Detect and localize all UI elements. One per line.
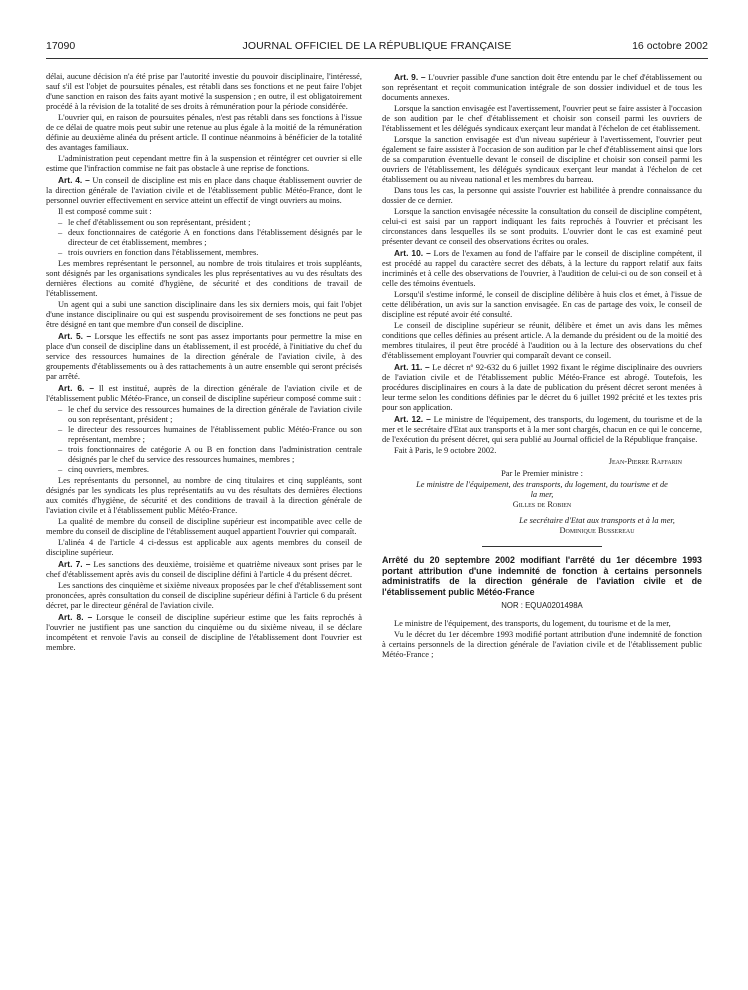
article-label: Art. 5. – bbox=[58, 331, 92, 341]
page-number: 17090 bbox=[46, 40, 76, 52]
article-7 bbox=[46, 559, 362, 580]
paragraph: Il est composé comme suit : bbox=[58, 207, 152, 216]
article-label: Art. 10. – bbox=[394, 248, 431, 258]
list-item: – le chef d'établissement ou son représentant, président ; bbox=[58, 218, 362, 228]
signature-date: Fait à Paris, le 9 octobre 2002. bbox=[394, 446, 497, 455]
paragraph: Lorsque la sanction envisagée nécessite la consultation du conseil de discipline compétent, celui-ci est saisi par un rapport indiquant les faits reprochés à l'ouvrier et précisant les circonstances dans lesquelles ils se sont produits. L'ouvrier dont le cas est examiné peut présenter devant ce conseil des observations écrites ou orales. bbox=[382, 207, 702, 246]
article-text: L'ouvrier passible d'une sanction doit être entendu par le chef d'établissement ou son représentant et reçoit communication intégrale de son dossier individuel et de tous les documents annexes. bbox=[382, 73, 702, 102]
article-label: Art. 6. – bbox=[58, 383, 95, 393]
paragraph: L'ouvrier qui, en raison de poursuites pénales, n'est pas rétabli dans ses fonctions à l'issue de ce délai de quatre mois peut subir une retenue au plus égale à la moitié de la rémunération définie au deuxième alinéa du présent article. Il continue néanmoins à bénéficier de la totalité des avantages familiaux. bbox=[46, 113, 362, 152]
minister-role: Le ministre de l'équipement, des transports, du logement, du tourisme et de la mer, bbox=[416, 480, 668, 499]
left-column bbox=[46, 72, 362, 654]
article-text: Il est institué, auprès de la direction générale de l'aviation civile et de l'établissement public Météo-France, un conseil de discipline supérieur composé comme suit : bbox=[46, 384, 363, 403]
paragraph: Le conseil de discipline supérieur se réunit, délibère et émet un avis dans les mêmes conditions que celles définies au présent article. A la demande du président ou de la moitié des membres titulaires, il peut être procédé à l'audition ou à la lecture des observations du chef d'établissement employant l'ouvrier qui comparaît devant ce conseil. bbox=[382, 321, 702, 360]
article-text: Le ministre de l'équipement, des transports, du logement, du tourisme et de la mer et le secrétaire d'Etat aux transports et à la mer sont chargés, chacun en ce qui le concerne, de l'exécution du présent décret, qui sera publié au Journal officiel de la République française. bbox=[382, 415, 702, 444]
list-item: – cinq ouvriers, membres. bbox=[58, 465, 362, 475]
article-text: Lorsque les effectifs ne sont pas assez importants pour permettre la mise en place d'un conseil de discipline dans un établissement, il est procédé, à l'initiative du chef du service des ressources humaines de la direction générale de l'aviation civile, à des groupements d'établissements ou à des rattachements à un autre ensemble qui seront précisés par arrêté. bbox=[46, 332, 362, 381]
nor-reference: NOR : EQUA0201498A bbox=[501, 601, 583, 610]
article-4 bbox=[46, 175, 362, 206]
article-10 bbox=[382, 248, 702, 289]
paragraph: Lorsqu'il s'estime informé, le conseil de discipline délibère à huis clos et émet, à l'issue de cette délibération, un avis sur la sanction envisagée. En cas de partage des voix, le conseil de discipline est réputé avoir été consulté. bbox=[382, 290, 702, 319]
article-6 bbox=[46, 383, 362, 404]
secretary-name: Dominique Bussereau bbox=[559, 526, 635, 535]
paragraph: Lorsque la sanction envisagée est l'avertissement, l'ouvrier peut se faire assister à l'occasion de son audition par le chef d'établissement et choisir son conseil parmi les ouvriers de l'établissement et les délégués syndicaux exerçant leur mandat à l'échelon de cet établissement. bbox=[382, 104, 702, 133]
paragraph: Le ministre de l'équipement, des transports, du logement, du tourisme et de la mer, bbox=[394, 619, 671, 628]
paragraph: La qualité de membre du conseil de discipline supérieur est incompatible avec celle de membre du conseil de discipline de l'établissement auquel appartient l'ouvrier qui comparaît. bbox=[46, 517, 362, 536]
par-premier-ministre: Par le Premier ministre : bbox=[501, 469, 583, 478]
section-separator bbox=[482, 546, 602, 547]
article-text: Les sanctions des deuxième, troisième et quatrième niveaux sont prises par le chef d'établissement après avis du conseil de discipline défini à l'article 4 du présent décret. bbox=[46, 560, 362, 579]
right-column bbox=[382, 72, 702, 661]
article-text: Lorsque le conseil de discipline supérieur estime que les faits reprochés à l'ouvrier ne justifient pas une sanction du cinquième ou du sixième niveau, il se déclare incompétent et renvoie l'avis au conseil de discipline de l'établissement dont l'ouvrier est membre. bbox=[46, 613, 362, 652]
paragraph: Les membres représentant le personnel, au nombre de trois titulaires et trois suppléants, sont désignés par les organisations syndicales les plus représentatives au vu des résultats des dernières élections au comité d'hygiène, de sécurité et des conditions de travail de l'établissement. bbox=[46, 259, 362, 298]
list-item: – trois ouvriers en fonction dans l'établissement, membres. bbox=[58, 248, 362, 258]
paragraph: Les représentants du personnel, au nombre de cinq titulaires et cinq suppléants, sont désignés par les syndicats les plus représentatifs au vu des résultats des dernières élections aux comités d'hygiène, de sécurité et des conditions de travail à la direction générale de l'aviation civile et à l'établissement public Météo-France. bbox=[46, 476, 362, 515]
paragraph: Lorsque la sanction envisagée est d'un niveau supérieur à l'avertissement, l'ouvrier peut également se faire assister à l'occasion de son audition par le chef d'établissement ainsi que lors de sa comparution éventuelle devant le conseil de discipline et choisir son conseil parmi les ouvriers de l'établissement, les délégués syndicaux exerçant leur mandat à l'échelon de cet établissement ou au niveau national et les membres du barreau. bbox=[382, 135, 702, 184]
article-label: Art. 7. – bbox=[58, 559, 91, 569]
list-item: – le directeur des ressources humaines de l'établissement public Météo-France ou son représentant, membre ; bbox=[58, 425, 362, 445]
paragraph: Dans tous les cas, la personne qui assiste l'ouvrier est habilitée à prendre connaissance du dossier de ce dernier. bbox=[382, 186, 702, 205]
paragraph: Un agent qui a subi une sanction disciplinaire dans les six derniers mois, qui fait l'objet d'une instance disciplinaire ou qui est suspendu provisoirement de ses fonctions ne peut pas être désigné en tant que membre d'un conseil de discipline. bbox=[46, 300, 362, 329]
article-9 bbox=[382, 72, 702, 103]
header-rule bbox=[46, 58, 708, 59]
article-11 bbox=[382, 362, 702, 413]
list-item: – le chef du service des ressources humaines de la direction générale de l'aviation civile ou son représentant, président ; bbox=[58, 405, 362, 425]
article-12 bbox=[382, 414, 702, 445]
journal-title: JOURNAL OFFICIEL DE LA RÉPUBLIQUE FRANÇAISE bbox=[242, 40, 512, 52]
article-text: Le décret nº 92-632 du 6 juillet 1992 fixant le régime disciplinaire des ouvriers de l'aviation civile et de l'établissement public Météo-France est abrogé. Toutefois, les procédures disciplinaires en cours à la date de publication du présent décret seront menées à leur terme selon les conditions définies par le décret du 6 juillet 1992 précité et les textes pris pour son application. bbox=[382, 363, 702, 412]
paragraph: L'administration peut cependant mettre fin à la suspension et réintégrer cet ouvrier si elle estime que l'infraction commise ne fait pas obstacle à une reprise de fonctions. bbox=[46, 154, 362, 173]
member-list bbox=[46, 218, 362, 258]
list-item: – trois fonctionnaires de catégorie A ou B en fonction dans l'administration centrale désignés par le chef du service des ressources humaines, membres ; bbox=[58, 445, 362, 465]
article-label: Art. 8. – bbox=[58, 612, 93, 622]
article-label: Art. 11. – bbox=[394, 362, 430, 372]
article-label: Art. 12. – bbox=[394, 414, 431, 424]
paragraph: Les sanctions des cinquième et sixième niveaux proposées par le chef d'établissement sont prononcées, après consultation du conseil de discipline supérieur défini à l'article 6 du présent décret, par le directeur général de l'aviation civile. bbox=[46, 581, 362, 610]
article-label: Art. 4. – bbox=[58, 175, 90, 185]
paragraph: délai, aucune décision n'a été prise par l'autorité investie du pouvoir disciplinaire, l'intéressé, sauf s'il est l'objet de poursuites pénales, est rétabli dans ses fonctions et ne peut faire l'objet d'une sanction en raison des faits ayant motivé la suspension ; en outre, il est obligatoirement procédé à la révision de la totalité de ses droits à rémunération pour la période considérée. bbox=[46, 72, 362, 111]
article-label: Art. 9. – bbox=[394, 72, 426, 82]
member-list bbox=[46, 405, 362, 475]
paragraph: Vu le décret du 1er décembre 1993 modifié portant attribution d'une indemnité de fonction à certains personnels de la direction générale de l'aviation civile et de l'établissement public Météo-France ; bbox=[382, 630, 702, 659]
arrete-title: Arrêté du 20 septembre 2002 modifiant l'arrêté du 1er décembre 1993 portant attribution d'une indemnité de fonction à certains personnels administratifs de la direction générale de l'aviation civile et de l'établissement public Météo-France bbox=[382, 555, 702, 597]
article-8 bbox=[46, 612, 362, 653]
article-text: Lors de l'examen au fond de l'affaire par le conseil de discipline compétent, il est procédé au rappel du caractère secret des débats, à la lecture du rapport relatif aux faits incriminés et à celle des observations de l'ouvrier, à l'audition de celui-ci ou de son conseil et à celle des témoins éventuels. bbox=[382, 249, 702, 288]
prime-minister-signature: Jean-Pierre Raffarin bbox=[608, 457, 682, 466]
secretary-role: Le secrétaire d'Etat aux transports et à la mer, bbox=[519, 516, 675, 525]
paragraph: L'alinéa 4 de l'article 4 ci-dessus est applicable aux agents membres du conseil de discipline supérieur. bbox=[46, 538, 362, 557]
minister-name: Gilles de Robien bbox=[512, 500, 572, 509]
article-text: Un conseil de discipline est mis en place dans chaque établissement ouvrier de la direction générale de l'aviation civile et de l'établissement public Météo-France, dont le personnel ouvrier effectivement en service atteint un effectif de vingt ouvriers au moins. bbox=[46, 176, 362, 205]
list-item: – deux fonctionnaires de catégorie A en fonctions dans l'établissement désignés par le directeur de cet établissement, membres ; bbox=[58, 228, 362, 248]
article-5 bbox=[46, 331, 362, 382]
page-header bbox=[46, 40, 708, 56]
issue-date: 16 octobre 2002 bbox=[632, 40, 708, 52]
